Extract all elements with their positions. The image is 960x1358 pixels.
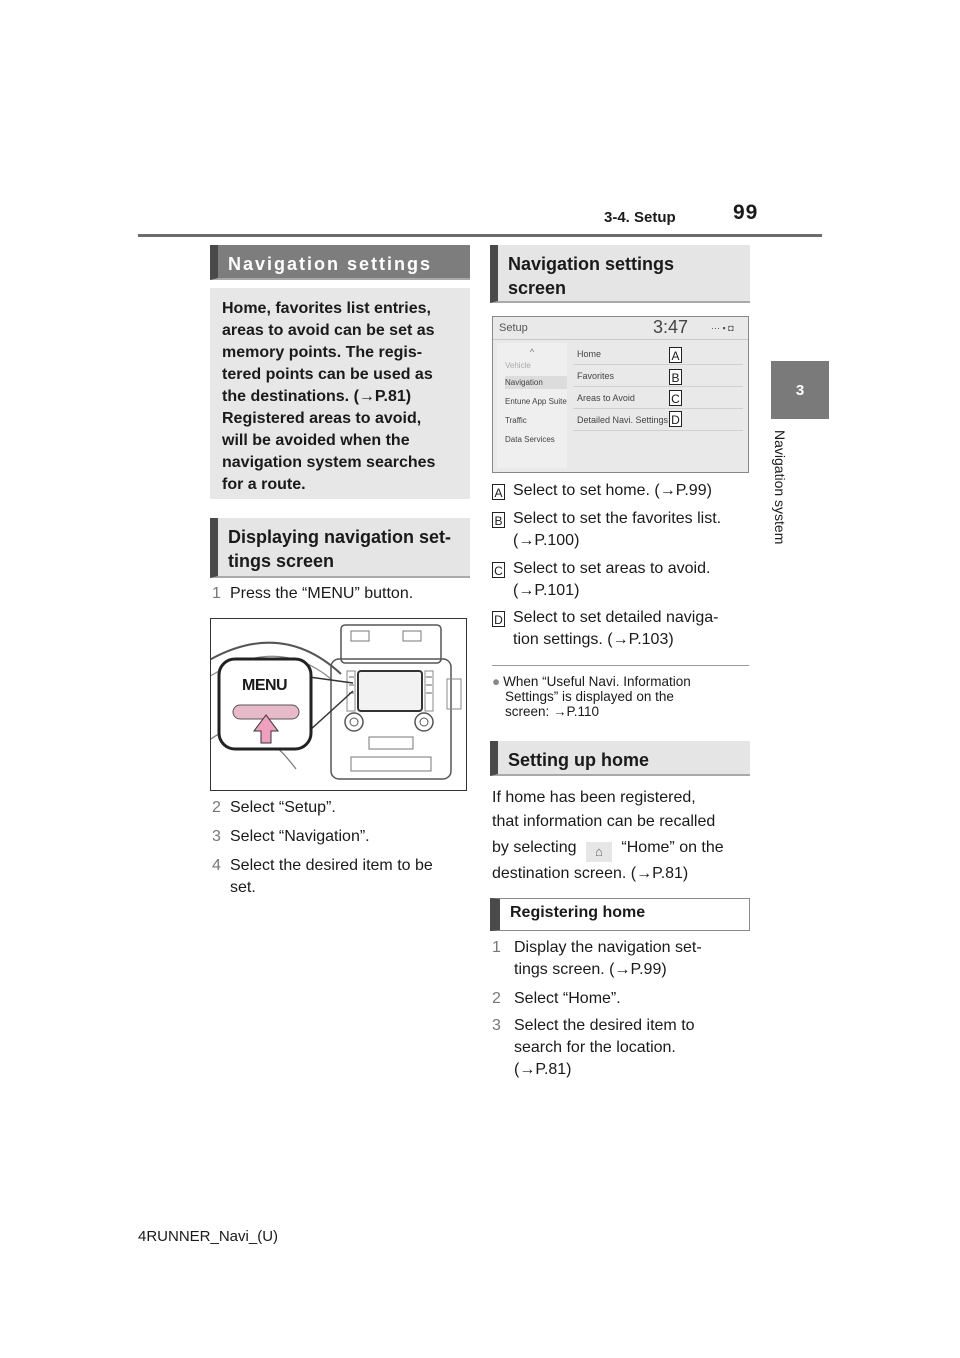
intro-line: tered points can be used as: [222, 366, 433, 383]
setup-screen-time: 3:47: [653, 317, 689, 337]
option-areas-to-avoid: Areas to Avoid: [577, 393, 635, 403]
intro-line: will be avoided when the: [222, 432, 410, 449]
note-line1: When “Useful Navi. Information: [503, 674, 691, 689]
settings-screen-heading: [490, 245, 750, 303]
marker-a-ref: A: [492, 484, 505, 500]
intro-line: Home, favorites list entries,: [222, 300, 431, 317]
item-b: [492, 508, 762, 552]
marker-d: D: [669, 411, 682, 427]
option-home: Home: [577, 349, 602, 359]
footer-doc-id: 4RUNNER_Navi_(U): [138, 1228, 279, 1245]
r-step-3: 3 Select the desired item to search for the location. (→P.81): [492, 1017, 695, 1078]
intro-line: navigation system searches: [222, 454, 436, 471]
note: [492, 674, 752, 719]
chapter-tab-text: Navigation system: [772, 430, 788, 545]
marker-a: A: [669, 347, 682, 363]
menu-button-label: MENU: [242, 677, 288, 694]
item-c-text-line1: Select to set areas to avoid.: [513, 560, 711, 577]
chevron-up-icon: ^: [529, 347, 535, 357]
home-paragraph-line3b: “Home” on the: [621, 839, 724, 856]
item-d: [492, 607, 762, 651]
intro-line: the destinations. (→P.81): [222, 388, 412, 405]
setup-menu: [497, 343, 567, 468]
r-step-3-line3: (→P.81): [514, 1061, 572, 1078]
r-step-1-line1: Display the navigation set-: [514, 939, 702, 956]
item-a: [492, 480, 762, 502]
note-divider: [492, 665, 749, 666]
r-step-2-text: Select “Home”.: [514, 990, 621, 1007]
r-step-1: 1 Display the navigation set- tings screen. (→P.99): [492, 939, 702, 978]
displaying-heading: [210, 518, 470, 578]
step-1-text: Press the “MENU” button.: [230, 585, 414, 602]
setup-menu-item: Vehicle: [505, 361, 531, 370]
status-icons: ⋯ ▪ ◘: [711, 323, 734, 333]
marker-b: B: [669, 369, 682, 385]
marker-d-ref: D: [492, 611, 505, 627]
chapter-tab: 3: [771, 361, 829, 419]
marker-c-ref: C: [492, 562, 505, 578]
registering-home-heading: [490, 898, 750, 931]
setup-screen-image: [492, 316, 749, 473]
intro-line: for a route.: [222, 476, 306, 493]
intro-box: [210, 288, 470, 499]
r-step-3-line2: search for the location.: [514, 1039, 676, 1056]
setting-home-heading: [490, 741, 750, 776]
step-2-text: Select “Setup”.: [230, 799, 336, 816]
step-3-text: Select “Navigation”.: [230, 828, 370, 845]
intro-line: Registered areas to avoid,: [222, 410, 422, 427]
option-detailed-settings: Detailed Navi. Settings: [577, 415, 669, 425]
item-d-text-line1: Select to set detailed naviga-: [513, 609, 719, 626]
step-3: 3 Select “Navigation”.: [212, 828, 370, 845]
step-2: 2 Select “Setup”.: [212, 799, 336, 816]
bullet-icon: ●: [492, 674, 501, 689]
intro-line: memory points. The regis-: [222, 344, 423, 361]
item-b-text-line2: (→P.100): [513, 532, 580, 549]
item-c-text-line2: (→P.101): [513, 582, 580, 599]
note-line3: screen: →P.110: [505, 704, 600, 719]
setting-home-heading-text: Setting up home: [508, 750, 649, 770]
displaying-heading-line2: tings screen: [228, 551, 335, 571]
note-line2: Settings” is displayed on the: [505, 689, 674, 704]
r-step-3-line1: Select the desired item to: [514, 1017, 695, 1034]
marker-c: C: [669, 390, 682, 406]
registering-home-heading-text: Registering home: [510, 904, 646, 921]
home-icon: ⌂: [586, 842, 612, 862]
dashboard-illustration: [210, 618, 467, 791]
settings-screen-heading-line1: Navigation settings: [508, 254, 675, 274]
setup-screen-title: Setup: [499, 322, 528, 334]
chapter-tab-label: [770, 430, 792, 590]
item-a-text: Select to set home. (→P.99): [513, 482, 712, 499]
home-paragraph-line4: destination screen. (→P.81): [492, 865, 689, 882]
step-4-text-line2: set.: [230, 879, 256, 896]
marker-b-ref: B: [492, 512, 505, 528]
nav-settings-heading: [210, 245, 470, 280]
displaying-heading-line1: Displaying navigation set-: [228, 527, 452, 547]
header-rule: [138, 234, 822, 237]
r-step-2: 2 Select “Home”.: [492, 990, 621, 1007]
item-d-text-line2: tion settings. (→P.103): [513, 631, 674, 648]
setup-menu-item: Entune App Suite: [505, 397, 567, 406]
nav-settings-heading-text: Navigation settings: [228, 254, 433, 274]
settings-screen-heading-line2: screen: [508, 278, 567, 298]
home-paragraph-line2: that information can be recalled: [492, 813, 716, 830]
step-4: 4 Select the desired item to be set.: [212, 857, 433, 896]
item-b-text-line1: Select to set the favorites list.: [513, 510, 722, 527]
home-paragraph: [492, 786, 762, 886]
home-paragraph-line3a: by selecting: [492, 839, 577, 856]
section-title: 3-4. Setup: [604, 209, 676, 226]
intro-line: areas to avoid can be set as: [222, 322, 435, 339]
option-favorites: Favorites: [577, 371, 615, 381]
item-c: [492, 558, 762, 602]
home-paragraph-line1: If home has been registered,: [492, 789, 696, 806]
setup-menu-item: Data Services: [505, 435, 555, 444]
page-number: 99: [733, 201, 759, 224]
setup-menu-item: Traffic: [505, 416, 527, 425]
step-1: 1 Press the “MENU” button.: [212, 585, 414, 602]
r-step-1-line2: tings screen. (→P.99): [514, 961, 667, 978]
step-4-text-line1: Select the desired item to be: [230, 857, 433, 874]
dashboard-drawing: [211, 619, 467, 791]
setup-menu-item-selected: Navigation: [505, 376, 567, 389]
